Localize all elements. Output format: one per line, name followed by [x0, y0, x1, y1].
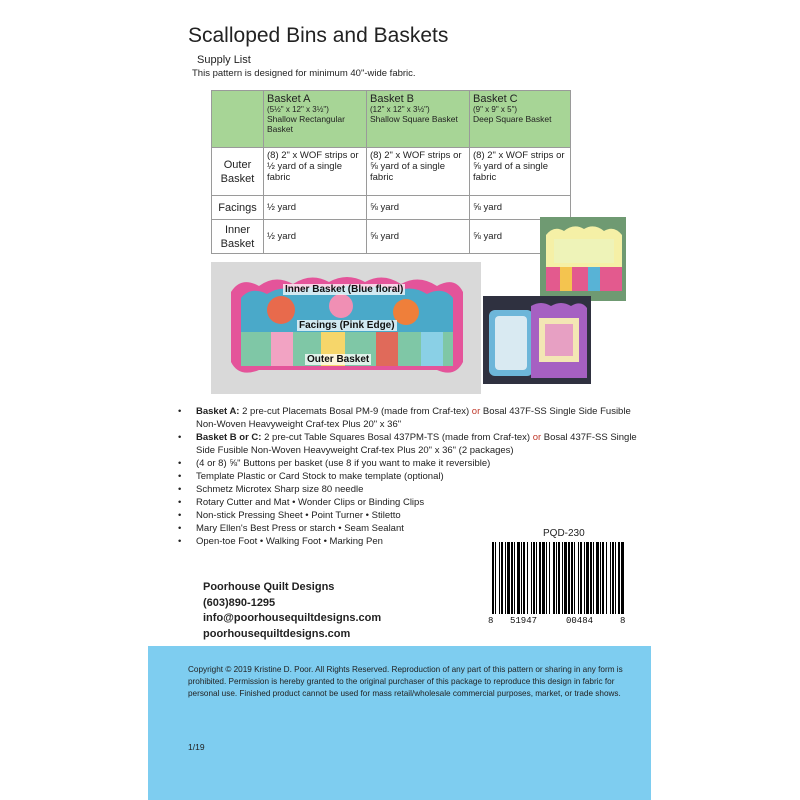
- barcode-bar: [558, 542, 560, 614]
- basket-name: Basket C: [473, 93, 518, 105]
- item-text: 2 pre-cut Table Squares Bosal 437PM-TS (made from Craf-tex): [261, 432, 533, 443]
- basket-size: (5½" x 12" x 3½"): [267, 105, 329, 114]
- barcode-bar: [606, 542, 607, 614]
- item-label: Basket B or C:: [196, 432, 262, 443]
- barcode-bar: [593, 542, 594, 614]
- list-item: • (4 or 8) ⅝" Buttons per basket (use 8 if you want to make it reversible): [178, 457, 638, 470]
- inner-basket-label: Inner Basket (Blue floral): [285, 284, 404, 295]
- website: poorhousequiltdesigns.com: [203, 627, 351, 640]
- list-item: [178, 431, 638, 457]
- page-title: Scalloped Bins and Baskets: [188, 24, 449, 47]
- barcode-digit-group: 8: [620, 616, 626, 626]
- barcode-bar: [533, 542, 535, 614]
- fabric-requirements-table: [211, 90, 571, 254]
- barcode-bar: [539, 542, 541, 614]
- nested-baskets-illustration: [483, 296, 591, 384]
- barcode-bar: [531, 542, 532, 614]
- table-row: [212, 148, 571, 196]
- table-row: [212, 220, 571, 254]
- barcode-bar: [536, 542, 537, 614]
- barcode-bar: [586, 542, 589, 614]
- barcode-digit-group: 51947: [510, 616, 538, 626]
- barcode-bar: [501, 542, 503, 614]
- list-item: • Template Plastic or Card Stock to make template (optional): [178, 470, 638, 483]
- pattern-date: 1/19: [188, 742, 205, 752]
- table-corner-cell: [212, 91, 264, 148]
- barcode-bar: [527, 542, 528, 614]
- barcode-bar: [571, 542, 573, 614]
- deep-basket-illustration: [540, 217, 626, 301]
- barcode-bar: [600, 542, 601, 614]
- table-cell: ½ yard: [264, 220, 367, 254]
- barcode-bar: [514, 542, 515, 614]
- outer-basket-label: Outer Basket: [307, 354, 370, 365]
- barcode-bar: [584, 542, 585, 614]
- table-cell: ⅝ yard: [367, 220, 470, 254]
- barcode-bar: [521, 542, 522, 614]
- social-hashtag: #scallopedbaskets: [510, 46, 608, 58]
- or-text: or: [471, 406, 481, 417]
- column-basket-a: [264, 91, 367, 148]
- list-item: • Rotary Cutter and Mat • Wonder Clips or Binding Clips: [178, 496, 638, 509]
- barcode-bar: [549, 542, 550, 614]
- item-text: Bosal 437F-SS Single Side Fusible Non-Woven Heavyweight Craf-tex Plus 20" x 36" (2 packages): [196, 432, 637, 456]
- barcode-digit-group: 00484: [566, 616, 594, 626]
- barcode-bar: [553, 542, 555, 614]
- barcode-bar: [602, 542, 604, 614]
- barcode-bar: [574, 542, 575, 614]
- social-media-callout: [478, 30, 640, 75]
- barcode-digit-group: 8: [488, 616, 494, 626]
- basket-photo-labeled: [211, 262, 481, 394]
- barcode-bar: [505, 542, 506, 614]
- table-row: [212, 196, 571, 220]
- barcode-bar: [511, 542, 513, 614]
- barcode-bar: [499, 542, 500, 614]
- row-label: Inner Basket: [212, 220, 264, 254]
- row-label: Outer Basket: [212, 148, 264, 196]
- supply-list-heading: Supply List: [197, 54, 251, 66]
- barcode-bar: [523, 542, 525, 614]
- social-line-3: on Social Media!: [515, 61, 603, 73]
- table-header-row: [212, 91, 571, 148]
- barcode-bar: [542, 542, 545, 614]
- list-item: • Open-toe Foot • Walking Foot • Marking Pen: [178, 535, 638, 548]
- barcode-bar: [618, 542, 620, 614]
- barcode-bar: [578, 542, 579, 614]
- list-item: [178, 405, 638, 431]
- barcode-bar: [556, 542, 557, 614]
- contact-block: [203, 580, 381, 642]
- table-cell: ⅝ yard: [470, 220, 571, 254]
- barcode-bar: [596, 542, 599, 614]
- column-basket-c: [470, 91, 571, 148]
- item-text: Bosal 437F-SS Single Side Fusible Non-Woven Heavyweight Craf-tex Plus 20" x 36": [196, 406, 631, 430]
- basket-name: Basket B: [370, 93, 415, 105]
- phone-number: (603)890-1295: [203, 596, 276, 609]
- barcode-bar: [615, 542, 616, 614]
- barcode-bar: [610, 542, 611, 614]
- item-text: 2 pre-cut Placemats Bosal PM-9 (made from Craf-tex): [239, 406, 472, 417]
- item-label: Basket A:: [196, 406, 240, 417]
- barcode-bar: [562, 542, 563, 614]
- list-item: • Mary Ellen's Best Press or starch • Seam Sealant: [178, 522, 638, 535]
- facings-label: Facings (Pink Edge): [299, 320, 395, 331]
- basket-name: Basket A: [267, 93, 311, 105]
- basket-description: Deep Square Basket: [473, 114, 552, 124]
- barcode-bar: [564, 542, 567, 614]
- social-line-1: Share the fun - use: [509, 31, 609, 43]
- table-cell: (8) 2" x WOF strips or ½ yard of a single fabric: [264, 148, 367, 196]
- barcode-bar: [507, 542, 510, 614]
- barcode-bar: [495, 542, 496, 614]
- copyright-notice: Copyright © 2019 Kristine D. Poor. All Rights Reserved. Reproduction of any part of this pattern or sharing in any form is prohibited. Permission is hereby granted to the original purchaser of this package to reproduce this design in fabric for personal use. Finished product cannot be used for mass retail/wholesale commercial purposes, market, or trade shows.: [188, 665, 623, 698]
- table-cell: (8) 2" x WOF strips or ⅝ yard of a single fabric: [367, 148, 470, 196]
- table-cell: ⅝ yard: [367, 196, 470, 220]
- barcode-bars: [488, 542, 628, 616]
- barcode-bar: [568, 542, 570, 614]
- table-cell: ⅝ yard: [470, 196, 571, 220]
- company-name: Poorhouse Quilt Designs: [203, 581, 335, 593]
- supply-list: [178, 405, 638, 548]
- barcode-bar: [590, 542, 592, 614]
- list-item: • Non-stick Pressing Sheet • Point Turner • Stiletto: [178, 509, 638, 522]
- table-cell: (8) 2" x WOF strips or ⅝ yard of a single fabric: [470, 148, 571, 196]
- barcode-bar: [517, 542, 520, 614]
- basket-description: Shallow Rectangular Basket: [267, 114, 345, 134]
- list-item: • Schmetz Microtex Sharp size 80 needle: [178, 483, 638, 496]
- email-address: info@poorhousequiltdesigns.com: [203, 612, 382, 624]
- barcode-bar: [546, 542, 547, 614]
- barcode-bar: [492, 542, 494, 614]
- deep-basket-photo: [540, 217, 626, 301]
- fabric-width-note: This pattern is designed for minimum 40"-wide fabric.: [192, 68, 416, 79]
- table-cell: ½ yard: [264, 196, 367, 220]
- row-label: Facings: [212, 196, 264, 220]
- column-basket-b: [367, 91, 470, 148]
- barcode-digits: [488, 616, 628, 628]
- basket-description: Shallow Square Basket: [370, 114, 458, 124]
- barcode-bar: [580, 542, 582, 614]
- basket-size: (9" x 9" x 5"): [473, 105, 518, 114]
- product-code: PQD-230: [543, 528, 585, 539]
- barcode-bar: [612, 542, 614, 614]
- or-text: or: [532, 432, 542, 443]
- nested-baskets-photo: [483, 296, 591, 384]
- upc-barcode: [488, 542, 628, 628]
- barcode-bar: [621, 542, 624, 614]
- basket-size: (12" x 12" x 3½"): [370, 105, 430, 114]
